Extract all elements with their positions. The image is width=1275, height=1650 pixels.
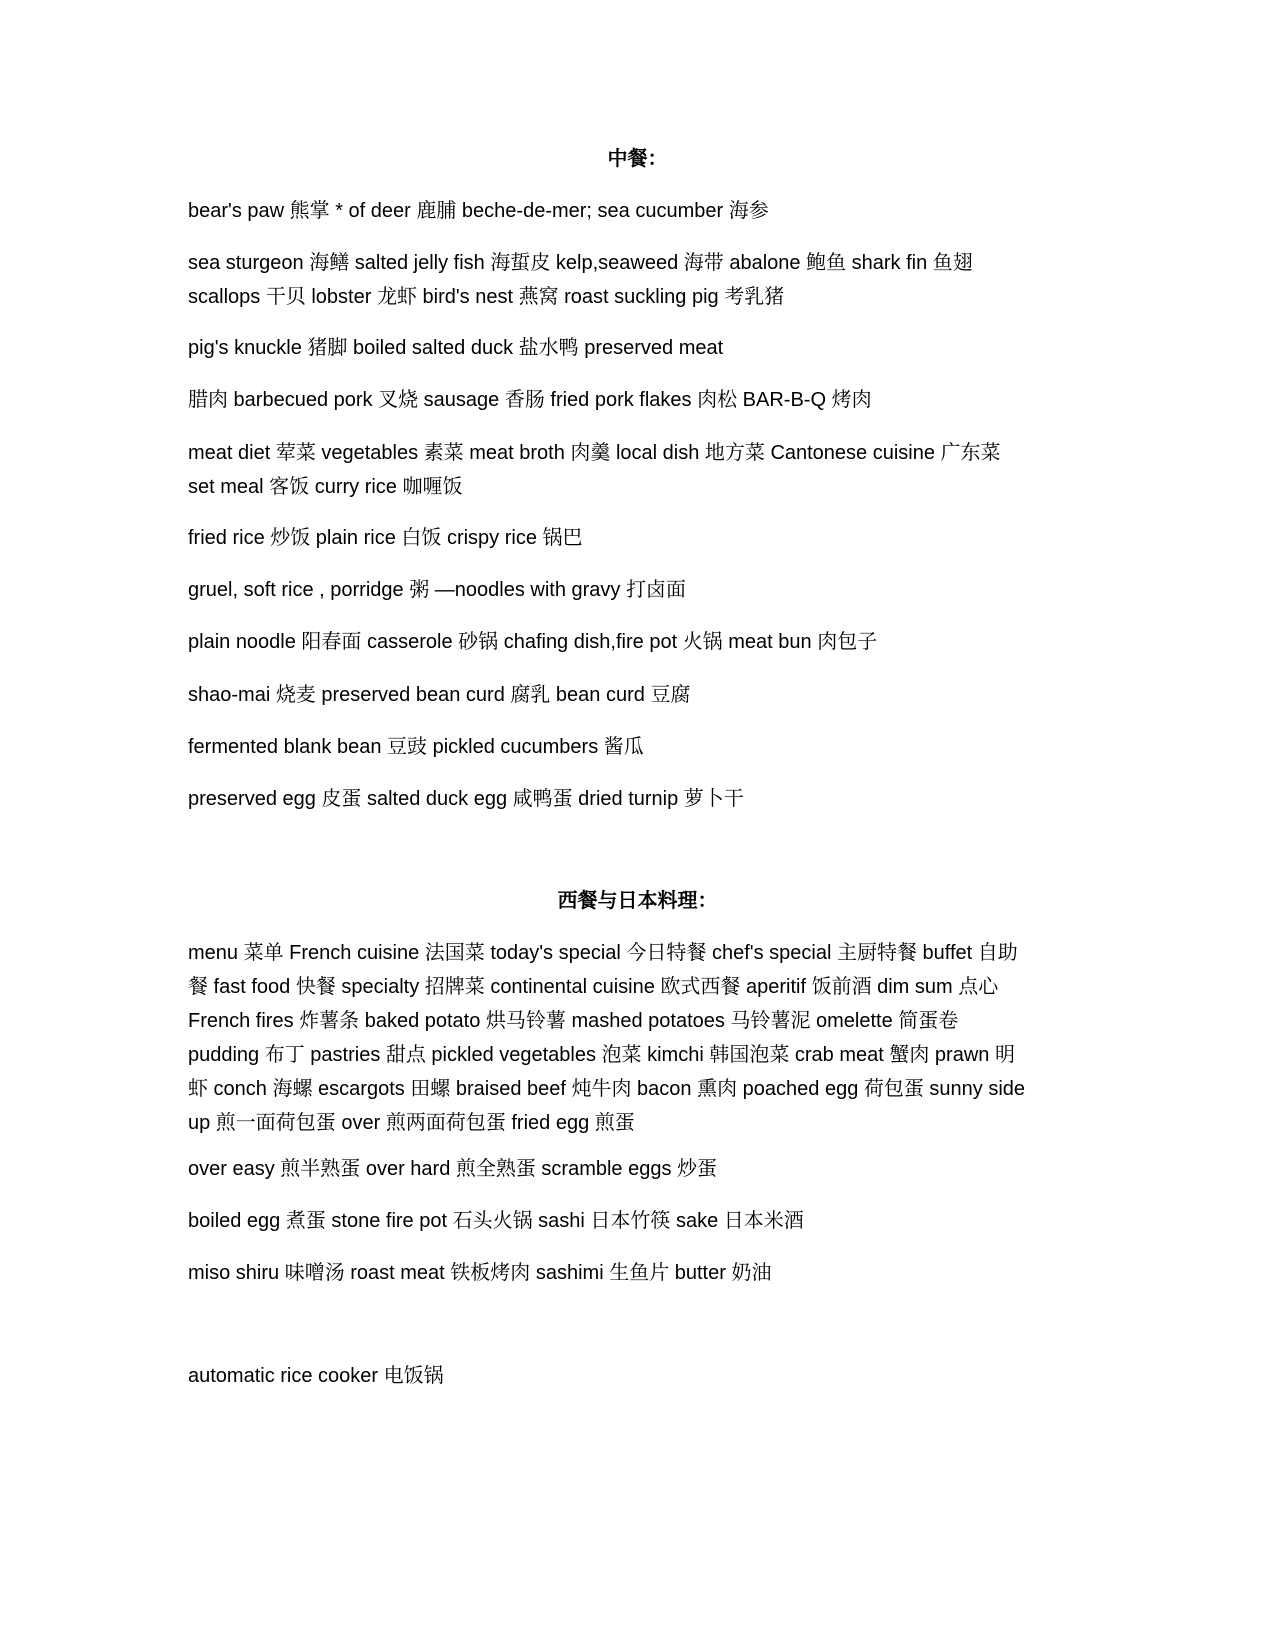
text-line: scallops 干贝 lobster 龙虾 bird's nest 燕窝 roast suckling pig 考乳猪 bbox=[188, 286, 785, 308]
text-line: boiled egg 煮蛋 stone fire pot 石头火锅 sashi 日本竹筷 sake 日本米酒 bbox=[188, 1210, 804, 1232]
text-line: 腊肉 barbecued pork 叉烧 sausage 香肠 fried pork flakes 肉松 BAR-B-Q 烤肉 bbox=[188, 389, 872, 411]
text-line: plain noodle 阳春面 casserole 砂锅 chafing dish,fire pot 火锅 meat bun 肉包子 bbox=[188, 631, 878, 653]
text-line: 餐 fast food 快餐 specialty 招牌菜 continental cuisine 欧式西餐 aperitif 饭前酒 dim sum 点心 bbox=[188, 976, 999, 998]
paragraph bbox=[188, 1152, 1088, 1186]
text-line: automatic rice cooker 电饭锅 bbox=[188, 1365, 444, 1387]
paragraph bbox=[188, 678, 1088, 712]
text-line: 虾 conch 海螺 escargots 田螺 braised beef 炖牛肉 bacon 熏肉 poached egg 荷包蛋 sunny side bbox=[188, 1078, 1026, 1100]
paragraph bbox=[188, 331, 1088, 365]
text-line: preserved egg 皮蛋 salted duck egg 咸鸭蛋 dried turnip 萝卜干 bbox=[188, 788, 744, 810]
text-line: menu 菜单 French cuisine 法国菜 today's special 今日特餐 chef's special 主厨特餐 buffet 自助 bbox=[188, 942, 1018, 964]
paragraph bbox=[188, 573, 1088, 607]
paragraph bbox=[188, 383, 1088, 417]
text-line: shao-mai 烧麦 preserved bean curd 腐乳 bean curd 豆腐 bbox=[188, 684, 691, 706]
paragraph bbox=[188, 246, 1088, 314]
paragraph bbox=[188, 936, 1088, 1140]
paragraph bbox=[188, 1256, 1088, 1290]
text-line: pig's knuckle 猪脚 boiled salted duck 盐水鸭 preserved meat bbox=[188, 337, 724, 359]
text-line: up 煎一面荷包蛋 over 煎两面荷包蛋 fried egg 煎蛋 bbox=[188, 1112, 635, 1134]
paragraph bbox=[188, 1204, 1088, 1238]
text-line: French fires 炸薯条 baked potato 烘马铃薯 mashed potatoes 马铃薯泥 omelette 简蛋卷 bbox=[188, 1010, 959, 1032]
text-line: bear's paw 熊掌 * of deer 鹿脯 beche-de-mer; sea cucumber 海参 bbox=[188, 200, 769, 222]
text-line: fried rice 炒饭 plain rice 白饭 crispy rice 锅巴 bbox=[188, 527, 583, 549]
text-line: fermented blank bean 豆豉 pickled cucumbers 酱瓜 bbox=[188, 736, 644, 758]
text-line: gruel, soft rice , porridge 粥 —noodles with gravy 打卤面 bbox=[188, 579, 686, 601]
paragraph bbox=[188, 436, 1088, 504]
text-line: over easy 煎半熟蛋 over hard 煎全熟蛋 scramble eggs 炒蛋 bbox=[188, 1158, 718, 1180]
text-line: miso shiru 味噌汤 roast meat 铁板烤肉 sashimi 生鱼片 butter 奶油 bbox=[188, 1262, 772, 1284]
section-heading-western-japanese: 西餐与日本料理： bbox=[557, 890, 718, 912]
text-line: set meal 客饭 curry rice 咖喱饭 bbox=[188, 476, 463, 498]
paragraph bbox=[188, 730, 1088, 764]
section-heading-chinese-food: 中餐： bbox=[607, 148, 668, 170]
paragraph bbox=[188, 194, 1088, 228]
text-line: meat diet 荤菜 vegetables 素菜 meat broth 肉羹 local dish 地方菜 Cantonese cuisine 广东菜 bbox=[188, 442, 1001, 464]
paragraph bbox=[188, 1359, 1088, 1393]
paragraph bbox=[188, 521, 1088, 555]
text-line: sea sturgeon 海鳝 salted jelly fish 海蜇皮 kelp,seaweed 海带 abalone 鲍鱼 shark fin 鱼翅 bbox=[188, 252, 973, 274]
paragraph bbox=[188, 782, 1088, 816]
text-line: pudding 布丁 pastries 甜点 pickled vegetables 泡菜 kimchi 韩国泡菜 crab meat 蟹肉 prawn 明 bbox=[188, 1044, 1015, 1066]
paragraph bbox=[188, 625, 1088, 659]
